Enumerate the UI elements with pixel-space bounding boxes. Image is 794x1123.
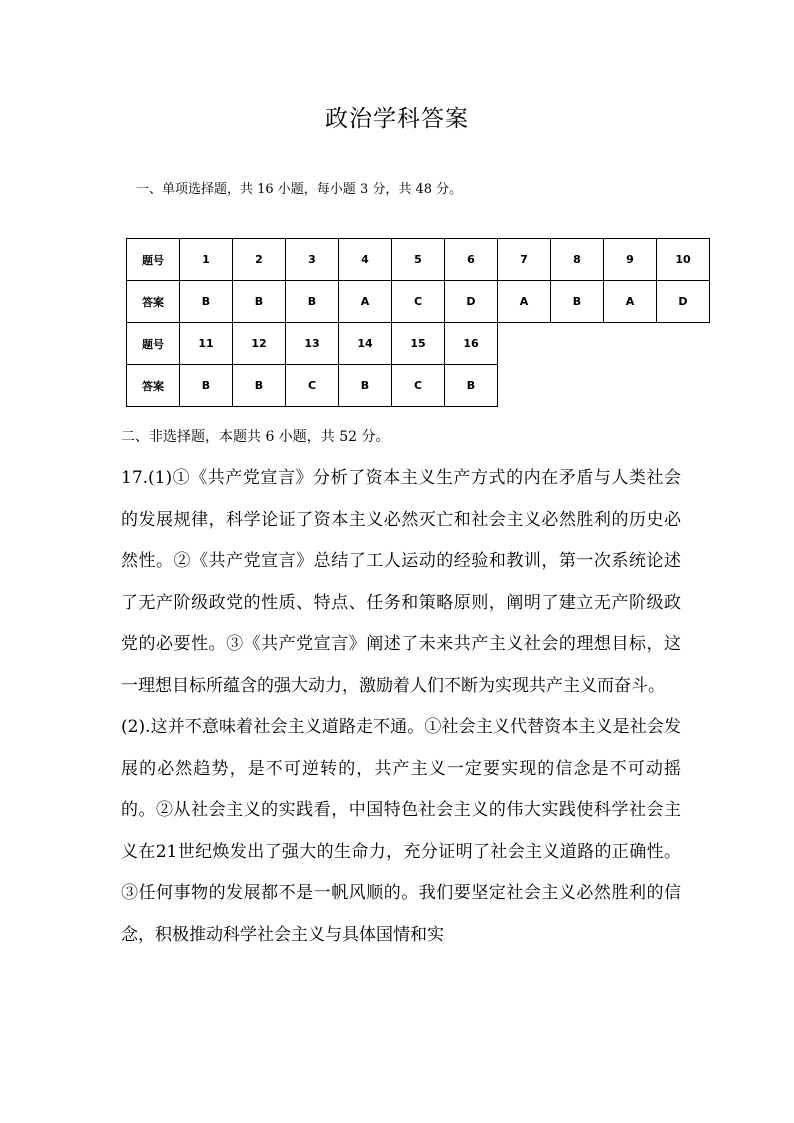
table-cell: B [233, 365, 286, 407]
table-cell: 10 [657, 239, 710, 281]
table-cell: A [498, 281, 551, 323]
table-cell: B [180, 281, 233, 323]
table-row [127, 365, 710, 407]
answer-table [126, 238, 710, 407]
section-2-heading: 二、非选择题，本题共 6 小题，共 52 分。 [121, 429, 390, 445]
table-cell: B [551, 281, 604, 323]
empty-cell [498, 365, 551, 407]
table-cell: 题号 [127, 323, 180, 365]
table-cell: 11 [180, 323, 233, 365]
table-cell: B [286, 281, 339, 323]
table-cell: B [233, 281, 286, 323]
table-cell: B [445, 365, 498, 407]
table-cell: D [657, 281, 710, 323]
question-17-part-1: 17.(1)①《共产党宣言》分析了资本主义生产方式的内在矛盾与人类社会的发展规律，科学论证了资本主义必然灭亡和社会主义必然胜利的历史必然性。②《共产党宣言》总结了工人运动的经验和教训，第一次系统论述了无产阶级政党的性质、特点、任务和策略原则，阐明了建立无产阶级政党的必要性。③《共产党宣言》阐述了未来共产主义社会的理想目标，这一理想目标所蕴含的强大动力，激励着人们不断为实现共产主义而奋斗。 [121, 468, 681, 696]
table-cell: C [392, 365, 445, 407]
empty-cell [498, 323, 551, 365]
empty-cell [657, 365, 710, 407]
table-cell: 16 [445, 323, 498, 365]
table-cell: 1 [180, 239, 233, 281]
table-cell: 2 [233, 239, 286, 281]
table-cell: D [445, 281, 498, 323]
empty-cell [604, 323, 657, 365]
question-17-part-2: (2).这并不意味着社会主义道路走不通。①社会主义代替资本主义是社会发展的必然趋势，是不可逆转的，共产主义一定要实现的信念是不可动摇的。②从社会主义的实践看，中国特色社会主义的伟大实践使科学社会主义在21世纪焕发出了强大的生命力，充分证明了社会主义道路的正确性。③任何事物的发展都不是一帆风顺的。我们要坚定社会主义必然胜利的信念，积极推动科学社会主义与具体国情和实 [121, 717, 681, 945]
table-cell: 12 [233, 323, 286, 365]
section-1-heading: 一、单项选择题，共 16 小题，每小题 3 分，共 48 分。 [136, 182, 463, 197]
empty-cell [657, 323, 710, 365]
table-cell: B [180, 365, 233, 407]
table-row [127, 323, 710, 365]
answer-body [121, 458, 681, 956]
table-row [127, 239, 710, 281]
table-cell: C [286, 365, 339, 407]
table-cell: 8 [551, 239, 604, 281]
table-cell: B [339, 365, 392, 407]
empty-cell [604, 365, 657, 407]
table-row [127, 281, 710, 323]
table-cell: 13 [286, 323, 339, 365]
table-cell: 15 [392, 323, 445, 365]
table-cell: 5 [392, 239, 445, 281]
page-title: 政治学科答案 [325, 106, 469, 132]
table-cell: 答案 [127, 365, 180, 407]
table-cell: 6 [445, 239, 498, 281]
table-cell: 14 [339, 323, 392, 365]
table-cell: C [392, 281, 445, 323]
empty-cell [551, 365, 604, 407]
table-cell: A [339, 281, 392, 323]
table-cell: 4 [339, 239, 392, 281]
table-cell: 题号 [127, 239, 180, 281]
empty-cell [551, 323, 604, 365]
table-cell: 答案 [127, 281, 180, 323]
table-cell: 9 [604, 239, 657, 281]
table-cell: 3 [286, 239, 339, 281]
table-cell: 7 [498, 239, 551, 281]
table-cell: A [604, 281, 657, 323]
